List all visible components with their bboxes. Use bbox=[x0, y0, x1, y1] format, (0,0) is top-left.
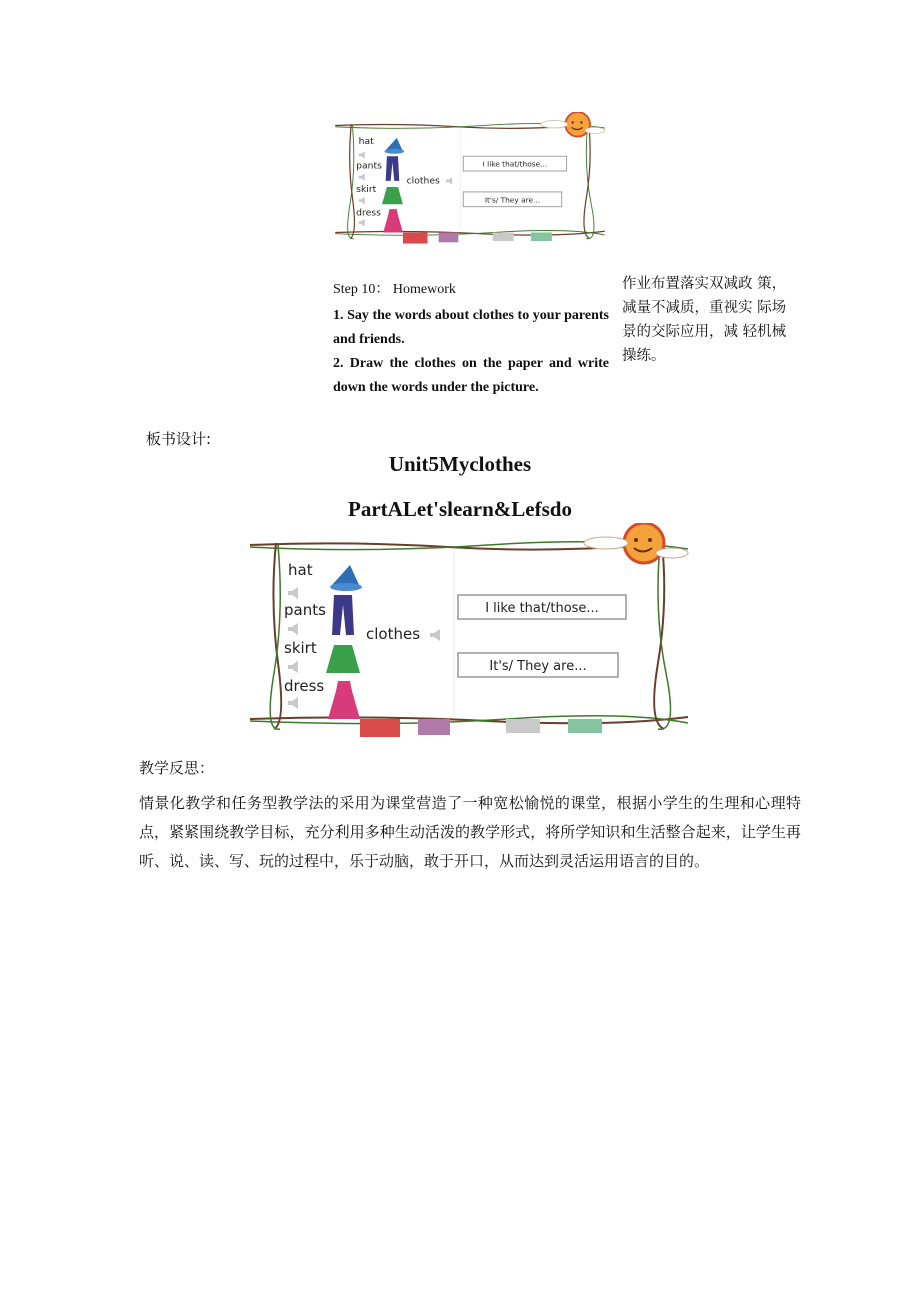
word-dress: dress bbox=[284, 677, 325, 695]
sun-icon bbox=[624, 523, 664, 563]
dress-icon bbox=[383, 209, 403, 232]
homework-item-1: 1. Say the words about clothes to your parents and friends. bbox=[333, 308, 609, 347]
pants-icon bbox=[332, 595, 354, 635]
sun-icon bbox=[565, 112, 590, 137]
clothesline-icons bbox=[360, 719, 602, 737]
board-design-label: 板书设计: bbox=[146, 430, 212, 448]
word-dress: dress bbox=[356, 207, 381, 219]
reflection-label: 教学反思： bbox=[139, 759, 215, 777]
word-skirt: skirt bbox=[284, 639, 317, 657]
reflection-text: 情景化教学和任务型教学法的采用为课堂营造了一种宽松愉悦的课堂，根据小学生的生理和心理特点，紧紧围绕教学目标，充分利用多种生动活泼的教学形式，将所学知识和生活整合起来，让学生再听、说、读、写、玩的过程中，乐于动脑，敢于开口，从而达到灵活运用语言的目的。 bbox=[139, 794, 801, 870]
word-skirt: skirt bbox=[356, 183, 377, 195]
sentence-box-2: It's/ They are... bbox=[484, 195, 541, 205]
design-note: 作业布置落实双减政 策，减量不减质，重视实 际场景的交际应用，减 轻机械操练。 bbox=[622, 276, 787, 364]
sentence-box-2: It's/ They are... bbox=[489, 659, 587, 674]
skirt-icon bbox=[382, 187, 403, 204]
clothesline-icons bbox=[403, 232, 552, 243]
word-hat: hat bbox=[358, 135, 374, 147]
board-title-part: PartALet'slearn&Lefsdo bbox=[348, 497, 572, 521]
skirt-icon bbox=[326, 645, 360, 673]
sentence-box-1: I like that/those... bbox=[485, 601, 599, 616]
word-hat: hat bbox=[288, 561, 313, 579]
sentence-box-1: I like that/those... bbox=[482, 159, 548, 169]
hat-icon bbox=[330, 565, 362, 591]
word-clothes: clothes bbox=[406, 175, 440, 187]
hat-icon bbox=[384, 138, 404, 154]
word-pants: pants bbox=[284, 601, 326, 619]
homework-item-2: 2. Draw the clothes on the paper and write down the words under the picture. bbox=[333, 356, 609, 395]
homework-title: Step 10： Homework bbox=[333, 282, 456, 297]
lesson-slide-large bbox=[248, 523, 690, 741]
lesson-slide-small bbox=[334, 112, 606, 246]
homework-section bbox=[333, 278, 609, 400]
dress-icon bbox=[328, 681, 360, 719]
board-title-unit: Unit5Myclothes bbox=[388, 452, 532, 476]
word-clothes: clothes bbox=[366, 625, 421, 643]
pants-icon bbox=[386, 156, 400, 181]
word-pants: pants bbox=[356, 160, 382, 172]
